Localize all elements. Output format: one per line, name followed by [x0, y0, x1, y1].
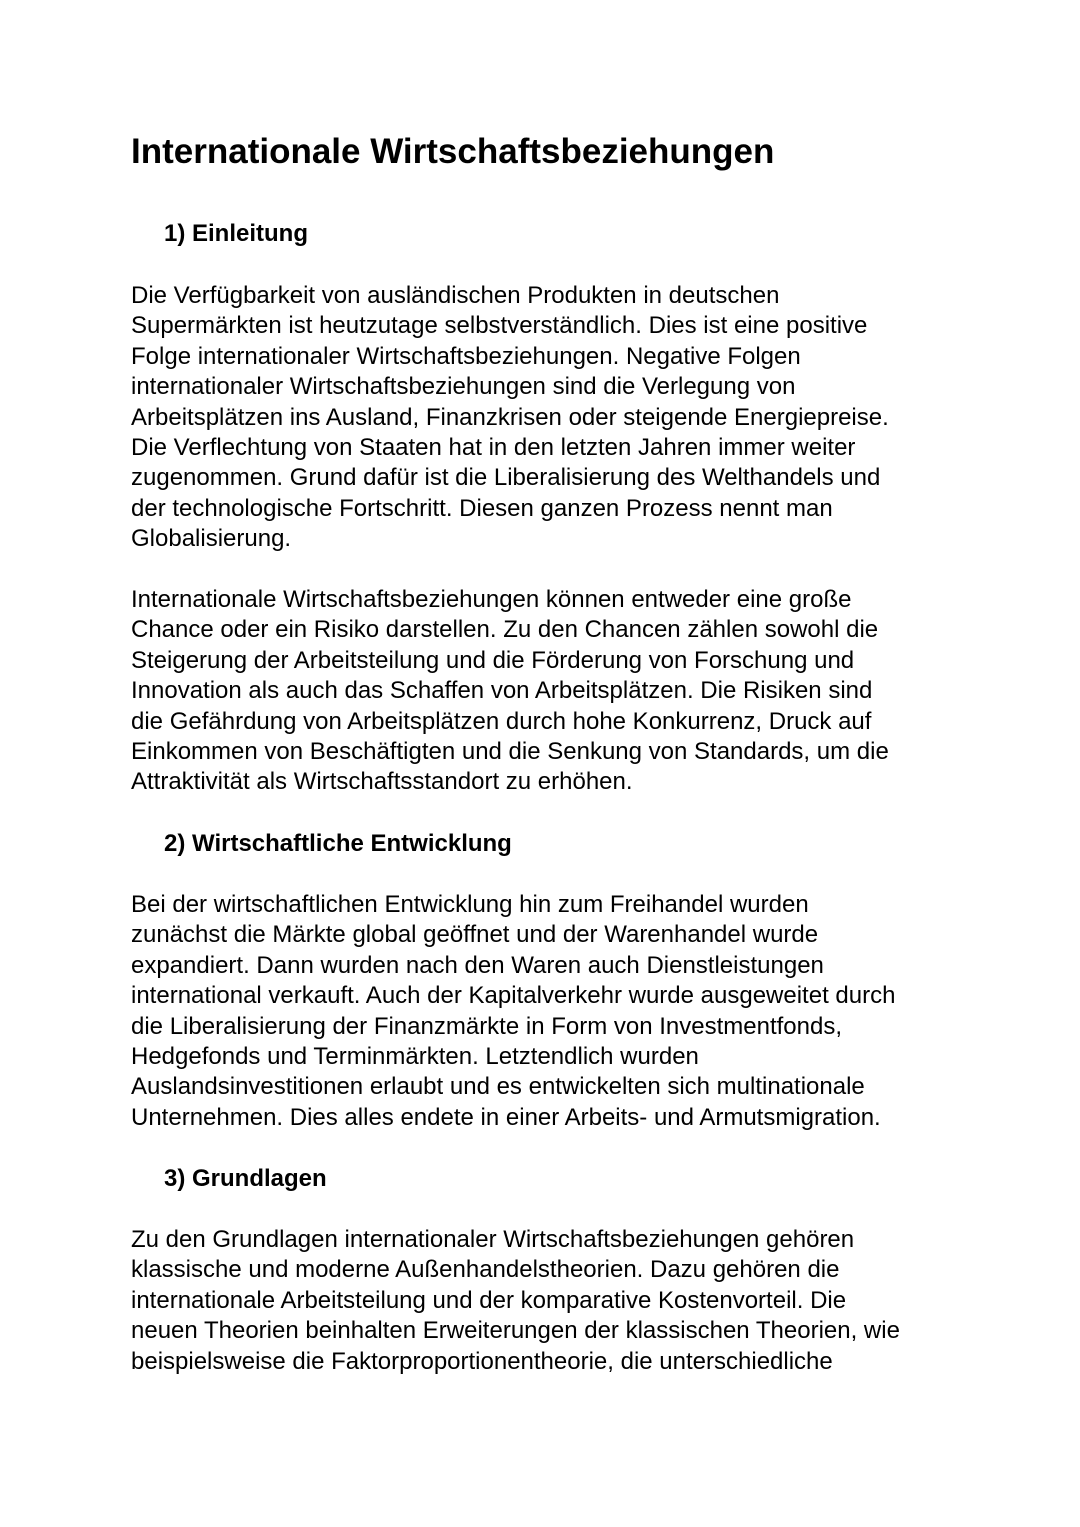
text-line: neuen Theorien beinhalten Erweiterungen der klassischen Theorien, wie	[131, 1317, 900, 1345]
text-line: beispielsweise die Faktorproportionentheorie, die unterschiedliche	[131, 1347, 833, 1375]
text-line: Internationale Wirtschaftsbeziehungen können entweder eine große	[131, 586, 852, 613]
text-line: Zu den Grundlagen internationaler Wirtschaftsbeziehungen gehören	[131, 1226, 855, 1253]
text-line: Bei der wirtschaftlichen Entwicklung hin zum Freihandel wurden	[131, 891, 809, 918]
text-line: expandiert. Dann wurden nach den Waren auch Dienstleistungen	[131, 951, 824, 979]
paragraph-wirtschaftliche-entwicklung	[131, 890, 1011, 1133]
text-line: zugenommen. Grund dafür ist die Liberalisierung des Welthandels und	[131, 464, 881, 492]
text-line: Attraktivität als Wirtschaftsstandort zu erhöhen.	[131, 768, 633, 796]
text-line: die Gefährdung von Arbeitsplätzen durch hohe Konkurrenz, Druck auf	[131, 707, 872, 735]
text-line: Folge internationaler Wirtschaftsbeziehungen. Negative Folgen	[131, 342, 801, 370]
section-heading-einleitung: 1) Einleitung	[164, 220, 308, 247]
text-line: Die Verflechtung von Staaten hat in den letzten Jahren immer weiter	[131, 434, 856, 462]
text-line: Die Verfügbarkeit von ausländischen Produkten in deutschen	[131, 282, 780, 309]
text-line: Steigerung der Arbeitsteilung und die Förderung von Forschung und	[131, 646, 855, 674]
text-line: zunächst die Märkte global geöffnet und der Warenhandel wurde	[131, 921, 819, 949]
text-line: Chance oder ein Risiko darstellen. Zu den Chancen zählen sowohl die	[131, 616, 879, 644]
text-line: Auslandsinvestitionen erlaubt und es entwickelten sich multinationale	[131, 1073, 865, 1101]
text-line: die Liberalisierung der Finanzmärkte in Form von Investmentfonds,	[131, 1012, 842, 1040]
text-line: Globalisierung.	[131, 525, 292, 553]
text-line: international verkauft. Auch der Kapitalverkehr wurde ausgeweitet durch	[131, 982, 896, 1010]
section-heading-grundlagen: 3) Grundlagen	[164, 1165, 327, 1192]
document-title: Internationale Wirtschaftsbeziehungen	[131, 132, 775, 171]
text-line: Unternehmen. Dies alles endete in einer Arbeits- und Armutsmigration.	[131, 1103, 881, 1131]
text-line: internationale Arbeitsteilung und der komparative Kostenvorteil. Die	[131, 1286, 847, 1314]
text-line: Hedgefonds und Terminmärkten. Letztendlich wurden	[131, 1043, 699, 1071]
section-heading-wirtschaftliche-entwicklung: 2) Wirtschaftliche Entwicklung	[164, 830, 512, 857]
text-line: Supermärkten ist heutzutage selbstverständlich. Dies ist eine positive	[131, 312, 868, 340]
paragraph-einleitung-1	[131, 281, 1011, 555]
paragraph-einleitung-2	[131, 585, 1011, 798]
paragraph-grundlagen	[131, 1225, 1011, 1377]
text-line: Einkommen von Beschäftigten und die Senkung von Standards, um die	[131, 738, 889, 766]
text-line: klassische und moderne Außenhandelstheorien. Dazu gehören die	[131, 1256, 840, 1284]
text-line: der technologische Fortschritt. Diesen ganzen Prozess nennt man	[131, 494, 833, 522]
text-line: Innovation als auch das Schaffen von Arbeitsplätzen. Die Risiken sind	[131, 677, 873, 705]
text-line: internationaler Wirtschaftsbeziehungen sind die Verlegung von	[131, 373, 796, 401]
text-line: Arbeitsplätzen ins Ausland, Finanzkrisen oder steigende Energiepreise.	[131, 403, 889, 431]
